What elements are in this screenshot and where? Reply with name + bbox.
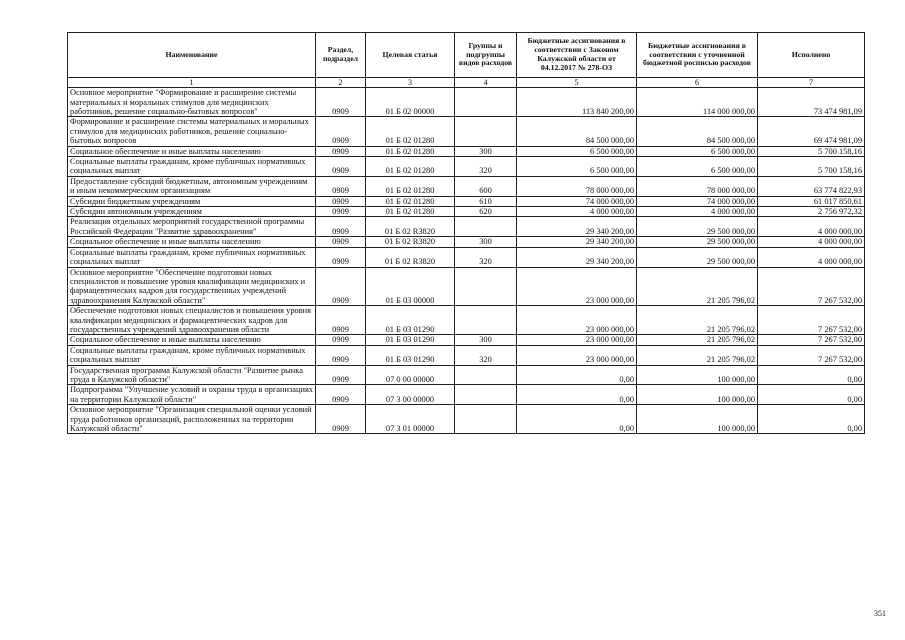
cell-section: 0909 [316, 385, 366, 405]
cell-executed-amount: 63 774 822,93 [758, 176, 865, 196]
cell-law-amount: 23 000 000,00 [517, 267, 637, 306]
cell-group: 320 [455, 247, 517, 267]
cell-executed-amount: 7 267 532,00 [758, 267, 865, 306]
table-row [68, 88, 865, 117]
header-row [68, 33, 865, 78]
cell-executed-amount: 0,00 [758, 405, 865, 434]
cell-executed-amount: 4 000 000,00 [758, 217, 865, 237]
header-target: Целевая статья [366, 33, 455, 78]
cell-name: Социальные выплаты гражданам, кроме публичных нормативных социальных выплат [68, 345, 316, 365]
cell-target: 01 Б 03 01290 [366, 306, 455, 335]
cell-section: 0909 [316, 117, 366, 146]
cell-adjusted-amount: 21 205 796,02 [637, 306, 758, 335]
cell-section: 0909 [316, 88, 366, 117]
cell-executed-amount: 5 700 158,16 [758, 157, 865, 177]
column-number: 5 [517, 78, 637, 88]
table-row [68, 345, 865, 365]
cell-section: 0909 [316, 176, 366, 196]
cell-law-amount: 23 000 000,00 [517, 306, 637, 335]
cell-group: 620 [455, 207, 517, 217]
cell-executed-amount: 69 474 981,09 [758, 117, 865, 146]
cell-target: 01 Б 03 01290 [366, 335, 455, 345]
cell-executed-amount: 5 700 158,16 [758, 146, 865, 156]
cell-adjusted-amount: 29 500 000,00 [637, 217, 758, 237]
cell-name: Социальные выплаты гражданам, кроме публичных нормативных социальных выплат [68, 157, 316, 177]
cell-section: 0909 [316, 157, 366, 177]
cell-law-amount: 0,00 [517, 385, 637, 405]
table-row [68, 365, 865, 385]
cell-adjusted-amount: 6 500 000,00 [637, 146, 758, 156]
cell-target: 01 Б 03 01290 [366, 345, 455, 365]
cell-adjusted-amount: 29 500 000,00 [637, 237, 758, 247]
cell-target: 01 Б 02 01280 [366, 176, 455, 196]
cell-target: 01 Б 02 01280 [366, 117, 455, 146]
cell-target: 01 Б 03 00000 [366, 267, 455, 306]
table-row [68, 207, 865, 217]
cell-executed-amount: 7 267 532,00 [758, 335, 865, 345]
table-row [68, 176, 865, 196]
page-number: 351 [874, 609, 886, 618]
header-adjusted: Бюджетные ассигнования в соответствии с уточненной бюджетной росписью расходов [637, 33, 758, 78]
column-number: 6 [637, 78, 758, 88]
table-row [68, 217, 865, 237]
cell-law-amount: 84 500 000,00 [517, 117, 637, 146]
header-group: Группы и подгруппы видов расходов [455, 33, 517, 78]
cell-law-amount: 78 000 000,00 [517, 176, 637, 196]
column-number: 4 [455, 78, 517, 88]
cell-group: 300 [455, 146, 517, 156]
cell-group [455, 117, 517, 146]
cell-group: 300 [455, 335, 517, 345]
cell-group: 610 [455, 196, 517, 206]
cell-adjusted-amount: 84 500 000,00 [637, 117, 758, 146]
cell-section: 0909 [316, 335, 366, 345]
cell-group [455, 385, 517, 405]
cell-name: Обеспечение подготовки новых специалистов и повышения уровня квалификации медицинских и фармацевтических кадров для государственных учреждений здравоохранения области [68, 306, 316, 335]
table-row [68, 157, 865, 177]
table-row [68, 405, 865, 434]
cell-law-amount: 0,00 [517, 365, 637, 385]
cell-target: 01 Б 02 01280 [366, 146, 455, 156]
cell-law-amount: 6 500 000,00 [517, 157, 637, 177]
cell-adjusted-amount: 6 500 000,00 [637, 157, 758, 177]
cell-section: 0909 [316, 207, 366, 217]
cell-law-amount: 6 500 000,00 [517, 146, 637, 156]
header-section: Раздел, подраздел [316, 33, 366, 78]
cell-section: 0909 [316, 247, 366, 267]
budget-table [67, 32, 865, 434]
cell-law-amount: 29 340 200,00 [517, 247, 637, 267]
header-name: Наименование [68, 33, 316, 78]
cell-section: 0909 [316, 196, 366, 206]
cell-name: Субсидии бюджетным учреждениям [68, 196, 316, 206]
cell-law-amount: 4 000 000,00 [517, 207, 637, 217]
cell-law-amount: 29 340 200,00 [517, 237, 637, 247]
cell-group: 600 [455, 176, 517, 196]
header-law: Бюджетные ассигнования в соответствии с Законом Калужской области от 04.12.2017 № 278-ОЗ [517, 33, 637, 78]
cell-adjusted-amount: 100 000,00 [637, 385, 758, 405]
cell-name: Предоставление субсидий бюджетным, автономным учреждениям и иным некоммерческим организациям [68, 176, 316, 196]
cell-name: Реализация отдельных мероприятий государственной программы Российской Федерации "Развитие здравоохранения" [68, 217, 316, 237]
cell-target: 01 Б 02 01280 [366, 207, 455, 217]
cell-section: 0909 [316, 365, 366, 385]
cell-section: 0909 [316, 237, 366, 247]
cell-group [455, 217, 517, 237]
table-row [68, 237, 865, 247]
cell-group: 300 [455, 237, 517, 247]
column-number-row [68, 78, 865, 88]
table-row [68, 385, 865, 405]
cell-law-amount: 29 340 200,00 [517, 217, 637, 237]
cell-executed-amount: 4 000 000,00 [758, 247, 865, 267]
cell-group [455, 267, 517, 306]
cell-section: 0909 [316, 405, 366, 434]
cell-executed-amount: 7 267 532,00 [758, 345, 865, 365]
column-number: 3 [366, 78, 455, 88]
cell-adjusted-amount: 21 205 796,02 [637, 345, 758, 365]
column-number: 7 [758, 78, 865, 88]
table-row [68, 117, 865, 146]
cell-target: 07 3 00 00000 [366, 385, 455, 405]
cell-name: Социальное обеспечение и иные выплаты населению [68, 146, 316, 156]
cell-target: 07 0 00 00000 [366, 365, 455, 385]
cell-name: Государственная программа Калужской области "Развитие рынка труда в Калужской области" [68, 365, 316, 385]
cell-name: Подпрограмма "Улучшение условий и охраны труда в организациях на территории Калужской области" [68, 385, 316, 405]
cell-law-amount: 23 000 000,00 [517, 335, 637, 345]
cell-name: Социальные выплаты гражданам, кроме публичных нормативных социальных выплат [68, 247, 316, 267]
cell-section: 0909 [316, 345, 366, 365]
cell-adjusted-amount: 78 000 000,00 [637, 176, 758, 196]
cell-executed-amount: 7 267 532,00 [758, 306, 865, 335]
cell-group: 320 [455, 157, 517, 177]
header-executed: Исполнено [758, 33, 865, 78]
cell-executed-amount: 4 000 000,00 [758, 237, 865, 247]
cell-target: 01 Б 02 01280 [366, 196, 455, 206]
cell-section: 0909 [316, 146, 366, 156]
cell-section: 0909 [316, 267, 366, 306]
cell-group [455, 306, 517, 335]
cell-group: 320 [455, 345, 517, 365]
table-body [68, 88, 865, 434]
table-row [68, 306, 865, 335]
cell-executed-amount: 2 756 972,32 [758, 207, 865, 217]
table-row [68, 196, 865, 206]
cell-executed-amount: 61 017 850,61 [758, 196, 865, 206]
cell-target: 01 Б 02 01280 [366, 157, 455, 177]
cell-executed-amount: 0,00 [758, 385, 865, 405]
cell-target: 01 Б 02 R3820 [366, 237, 455, 247]
cell-executed-amount: 73 474 981,09 [758, 88, 865, 117]
cell-adjusted-amount: 100 000,00 [637, 405, 758, 434]
cell-executed-amount: 0,00 [758, 365, 865, 385]
table-row [68, 247, 865, 267]
table-row [68, 267, 865, 306]
cell-adjusted-amount: 114 000 000,00 [637, 88, 758, 117]
cell-section: 0909 [316, 306, 366, 335]
cell-law-amount: 23 000 000,00 [517, 345, 637, 365]
cell-target: 01 Б 02 R3820 [366, 217, 455, 237]
cell-adjusted-amount: 4 000 000,00 [637, 207, 758, 217]
column-number: 1 [68, 78, 316, 88]
cell-law-amount: 113 840 200,00 [517, 88, 637, 117]
cell-group [455, 365, 517, 385]
column-number: 2 [316, 78, 366, 88]
cell-name: Основное мероприятие "Формирование и расширение системы материальных и моральных стимулов для медицинских работников, решение социально-бытовых вопросов" [68, 88, 316, 117]
cell-target: 01 Б 02 R3820 [366, 247, 455, 267]
cell-adjusted-amount: 21 205 796,02 [637, 267, 758, 306]
cell-name: Основное мероприятие "Обеспечение подготовки новых специалистов и повышение уровня квалификации медицинских и фармацевтических кадров для государственных учреждений здравоохранения Калужской области" [68, 267, 316, 306]
cell-adjusted-amount: 21 205 796,02 [637, 335, 758, 345]
cell-target: 07 3 01 00000 [366, 405, 455, 434]
table-row [68, 146, 865, 156]
cell-group [455, 405, 517, 434]
cell-name: Субсидии автономным учреждениям [68, 207, 316, 217]
cell-target: 01 Б 02 00000 [366, 88, 455, 117]
cell-adjusted-amount: 29 500 000,00 [637, 247, 758, 267]
cell-adjusted-amount: 74 000 000,00 [637, 196, 758, 206]
cell-name: Формирование и расширение системы материальных и моральных стимулов для медицинских работников, решение социально-бытовых вопросов [68, 117, 316, 146]
cell-section: 0909 [316, 217, 366, 237]
cell-name: Социальное обеспечение и иные выплаты населению [68, 237, 316, 247]
cell-group [455, 88, 517, 117]
cell-law-amount: 74 000 000,00 [517, 196, 637, 206]
cell-law-amount: 0,00 [517, 405, 637, 434]
cell-adjusted-amount: 100 000,00 [637, 365, 758, 385]
table-row [68, 335, 865, 345]
cell-name: Основное мероприятие "Организация специальной оценки условий труда работников организаций, расположенных на территории Калужской области" [68, 405, 316, 434]
cell-name: Социальное обеспечение и иные выплаты населению [68, 335, 316, 345]
